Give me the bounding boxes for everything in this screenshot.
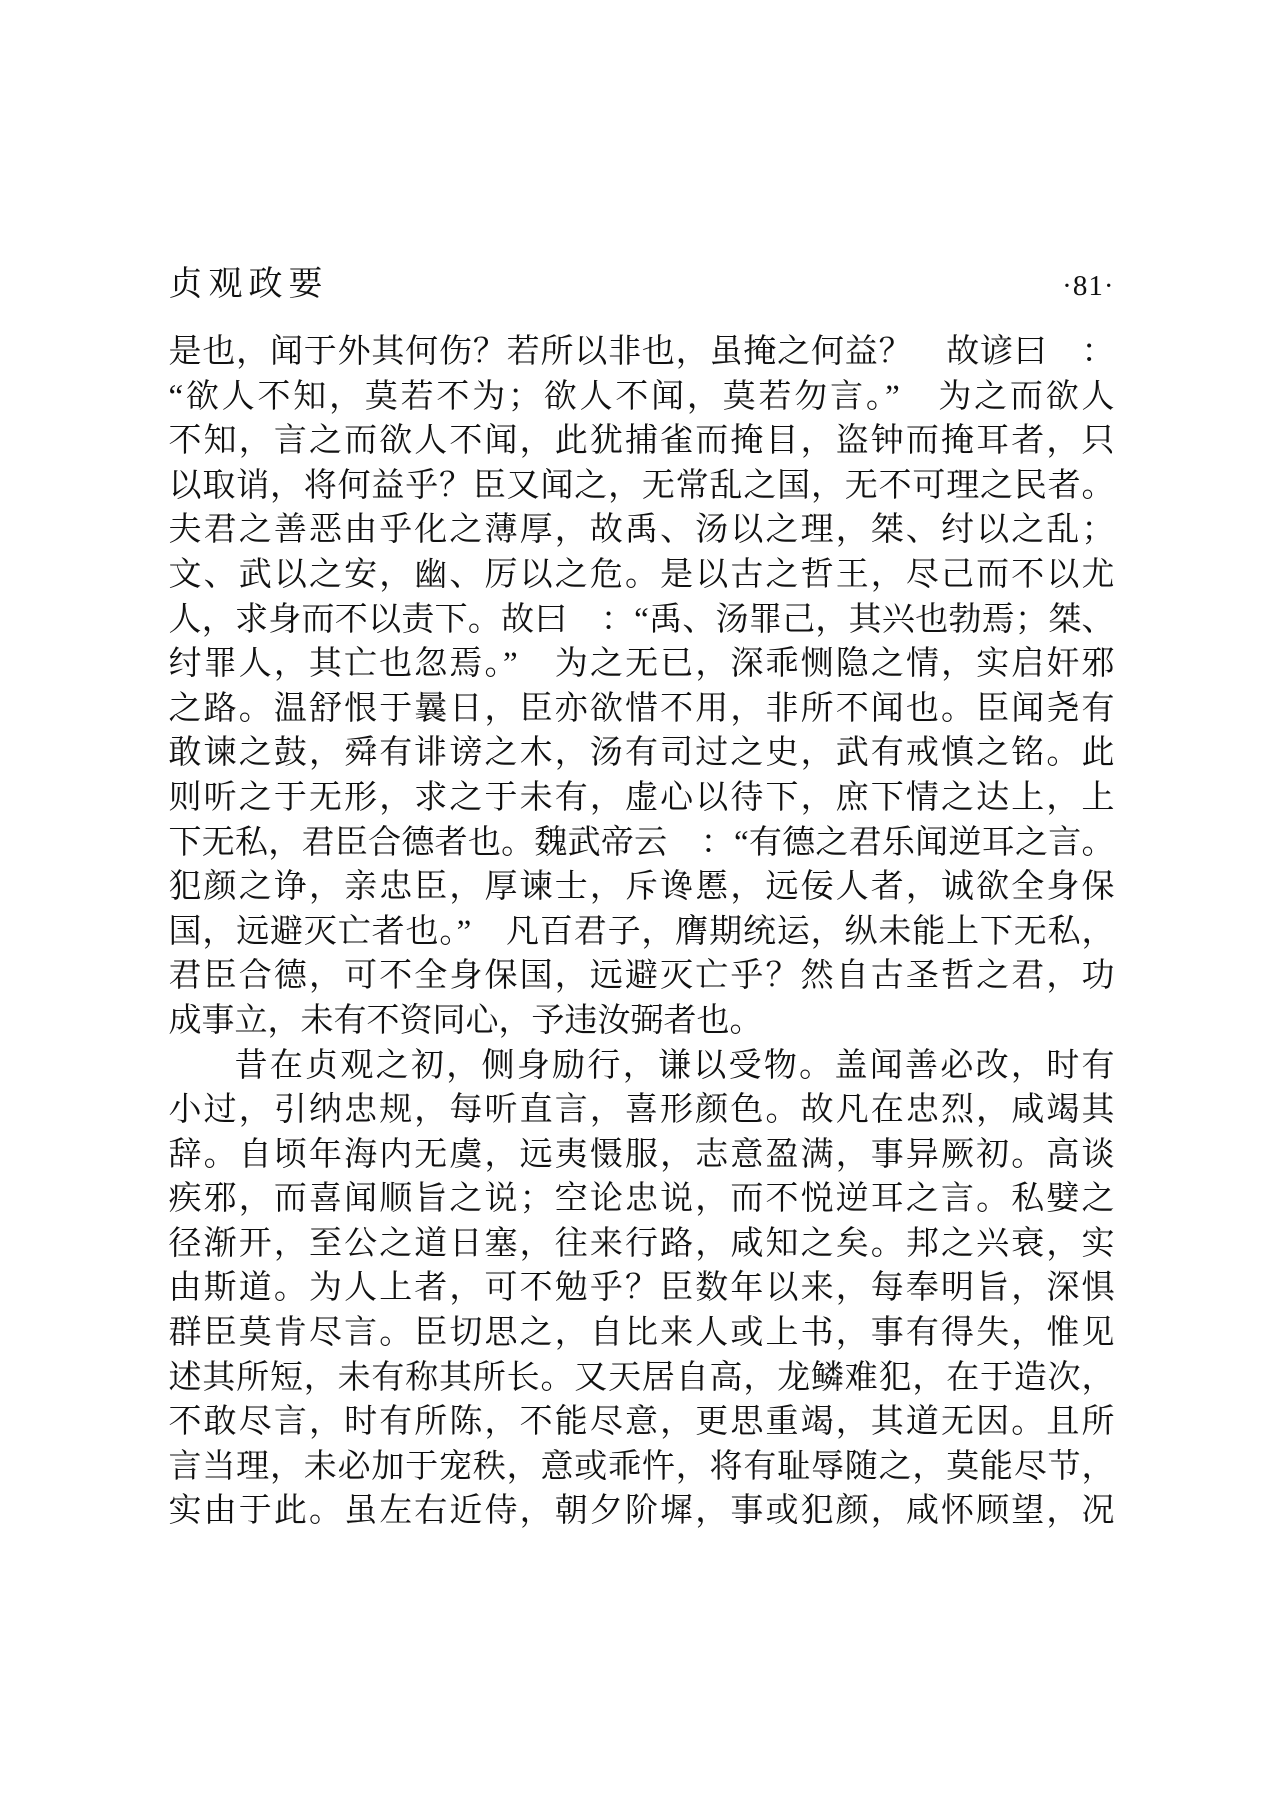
text-line: 实由于此。虽左右近侍，朝夕阶墀，事或犯颜，咸怀顾望，况	[168, 1493, 1115, 1530]
text-line: 敢谏之鼓，舜有诽谤之木，汤有司过之史，武有戒慎之铭。此	[168, 735, 1115, 772]
text-line-paragraph-start: 昔在贞观之初，侧身励行，谦以受物。盖闻善必改，时有	[234, 1047, 1115, 1084]
text-line: 则听之于无形，求之于未有，虚心以待下，庶下情之达上，上	[168, 779, 1115, 816]
page-number: ·81·	[1062, 270, 1115, 302]
text-line: 是也，闻于外其何伤？若所以非也，虽掩之何益？ 故谚曰 ：	[168, 334, 1115, 370]
text-line: 之路。温舒恨于曩日，臣亦欲惜不用，非所不闻也。臣闻尧有	[168, 690, 1115, 727]
page-content	[169, 0, 1115, 1534]
text-line: 述其所短，未有称其所长。又天居自高，龙鳞难犯，在于造次，	[168, 1359, 1115, 1396]
body-text	[169, 330, 1115, 1534]
text-line: 疾邪，而喜闻顺旨之说；空论忠说，而不悦逆耳之言。私嬖之	[168, 1181, 1115, 1218]
text-line: 纣罪人，其亡也忽焉。” 为之无已，深乖恻隐之情，实启奸邪	[168, 646, 1115, 683]
text-line: 人，求身而不以责下。故曰 ：“禹、汤罪己，其兴也勃焉；桀、	[168, 601, 1115, 638]
text-line: 国，远避灭亡者也。” 凡百君子，膺期统运，纵未能上下无私，	[168, 913, 1115, 950]
page-header	[169, 256, 1115, 306]
text-line: “欲人不知，莫若不为；欲人不闻，莫若勿言。” 为之而欲人	[168, 378, 1115, 415]
text-line: 君臣合德，可不全身保国，远避灭亡乎？然自古圣哲之君，功	[168, 958, 1115, 995]
text-line: 不知，言之而欲人不闻，此犹捕雀而掩目，盗钟而掩耳者，只	[168, 423, 1115, 460]
text-line-paragraph-end: 成事立，未有不资同心，予违汝弼者也。	[168, 1002, 763, 1039]
text-line: 以取诮，将何益乎？臣又闻之，无常乱之国，无不可理之民者。	[168, 467, 1115, 504]
text-line: 不敢尽言，时有所陈，不能尽意，更思重竭，其道无因。且所	[168, 1404, 1115, 1441]
text-line: 群臣莫肯尽言。臣切思之，自比来人或上书，事有得失，惟见	[168, 1315, 1115, 1352]
text-line: 夫君之善恶由乎化之薄厚，故禹、汤以之理，桀、纣以之乱；	[168, 512, 1115, 549]
text-line: 犯颜之诤，亲忠臣，厚谏士，斥谗慝，远佞人者，诚欲全身保	[168, 869, 1115, 906]
text-line: 小过，引纳忠规，每听直言，喜形颜色。故凡在忠烈，咸竭其	[168, 1092, 1115, 1129]
book-title: 贞观政要	[168, 266, 329, 303]
text-line: 言当理，未必加于宠秩，意或乖忤，将有耻辱随之，莫能尽节，	[168, 1448, 1115, 1485]
text-line: 下无私，君臣合德者也。魏武帝云 ：“有德之君乐闻逆耳之言。	[168, 824, 1115, 861]
text-line: 文、武以之安，幽、厉以之危。是以古之哲王，尽己而不以尤	[168, 556, 1115, 593]
text-line: 辞。自顷年海内无虞，远夷慑服，志意盈满，事异厥初。高谈	[168, 1136, 1115, 1173]
text-line: 径渐开，至公之道日塞，往来行路，咸知之矣。邦之兴衰，实	[168, 1225, 1115, 1262]
text-line: 由斯道。为人上者，可不勉乎？臣数年以来，每奉明旨，深惧	[168, 1270, 1115, 1307]
